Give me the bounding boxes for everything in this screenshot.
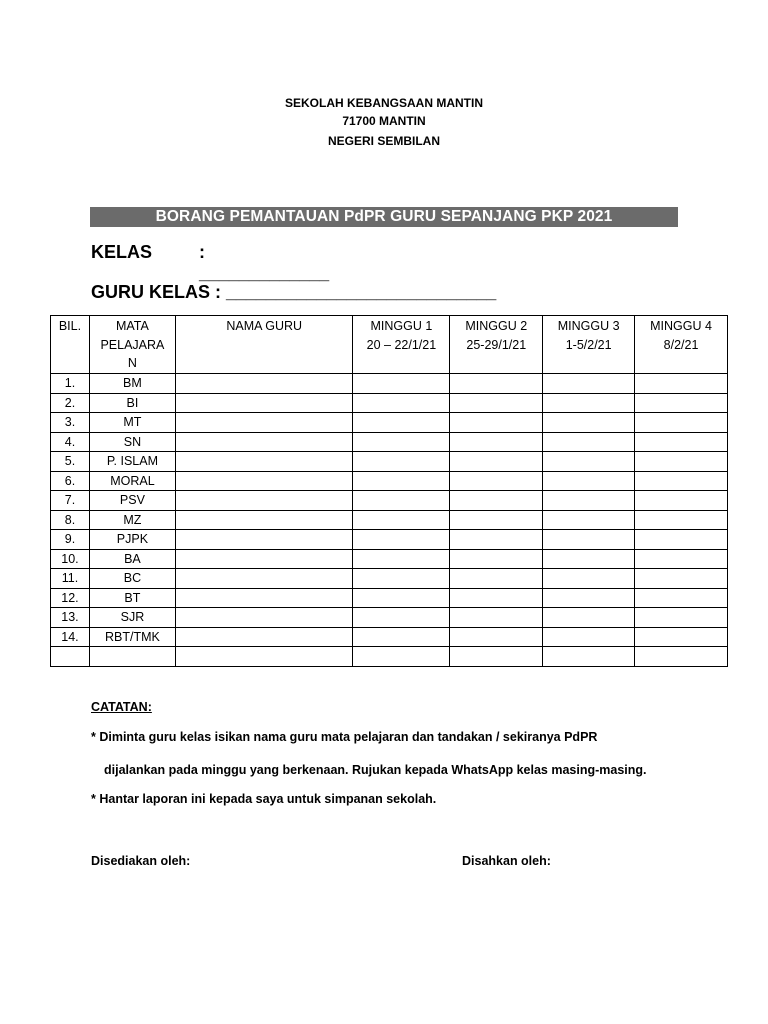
row-nama-guru-cell <box>175 491 353 511</box>
table-row <box>51 549 728 569</box>
row-bil: 5. <box>51 452 90 472</box>
row-bil: 12. <box>51 588 90 608</box>
row-subject: SJR <box>89 608 175 628</box>
row-nama-guru-cell <box>175 569 353 589</box>
row-minggu-1-cell <box>353 413 450 433</box>
row-minggu-4-cell <box>635 588 728 608</box>
row-minggu-3-cell <box>543 647 635 667</box>
table-row <box>51 588 728 608</box>
form-title-banner: BORANG PEMANTAUAN PdPR GURU SEPANJANG PKP 2021 <box>90 207 678 227</box>
row-subject: MT <box>89 413 175 433</box>
header-nama-guru <box>175 316 353 374</box>
header-minggu-3-label: MINGGU 3 <box>557 319 620 333</box>
row-nama-guru-cell <box>175 588 353 608</box>
row-minggu-2-cell <box>450 588 543 608</box>
kelas-blank: : _____________ <box>199 242 330 283</box>
header-minggu-1-dates: 20 – 22/1/21 <box>366 337 437 352</box>
school-state: NEGERI SEMBILAN <box>327 134 440 148</box>
row-subject: RBT/TMK <box>89 627 175 647</box>
row-subject: BT <box>89 588 175 608</box>
row-minggu-3-cell <box>543 413 635 433</box>
row-minggu-4-cell <box>635 452 728 472</box>
row-minggu-3-cell <box>543 471 635 491</box>
row-minggu-3-cell <box>543 432 635 452</box>
row-subject: BM <box>89 374 175 394</box>
row-minggu-1-cell <box>353 491 450 511</box>
row-bil: 1. <box>51 374 90 394</box>
row-minggu-3-cell <box>543 549 635 569</box>
row-minggu-4-cell <box>635 647 728 667</box>
school-postcode-city: 71700 MANTIN <box>342 114 426 128</box>
row-minggu-3-cell <box>543 608 635 628</box>
header-nama-guru-label: NAMA GURU <box>226 319 303 333</box>
row-bil: 10. <box>51 549 90 569</box>
row-subject: BI <box>89 393 175 413</box>
row-bil: 7. <box>51 491 90 511</box>
header-mata-pelajaran <box>89 316 175 374</box>
row-minggu-2-cell <box>450 569 543 589</box>
row-minggu-4-cell <box>635 374 728 394</box>
row-subject: MZ <box>89 510 175 530</box>
row-minggu-4-cell <box>635 530 728 550</box>
row-minggu-1-cell <box>353 608 450 628</box>
notes-line-1: * Diminta guru kelas isikan nama guru mata pelajaran dan tandakan / sekiranya PdPR <box>91 730 598 744</box>
row-bil: 4. <box>51 432 90 452</box>
row-subject: PSV <box>89 491 175 511</box>
kelas-field <box>91 242 330 283</box>
row-subject <box>89 647 175 667</box>
row-minggu-2-cell <box>450 549 543 569</box>
row-nama-guru-cell <box>175 530 353 550</box>
row-minggu-1-cell <box>353 510 450 530</box>
row-minggu-1-cell <box>353 588 450 608</box>
row-minggu-4-cell <box>635 608 728 628</box>
row-subject: P. ISLAM <box>89 452 175 472</box>
row-bil: 14. <box>51 627 90 647</box>
table-row <box>51 374 728 394</box>
table-row <box>51 569 728 589</box>
header-minggu-2-dates: 25-29/1/21 <box>466 337 527 352</box>
row-minggu-2-cell <box>450 608 543 628</box>
row-minggu-4-cell <box>635 413 728 433</box>
row-minggu-4-cell <box>635 393 728 413</box>
table-row <box>51 452 728 472</box>
row-minggu-1-cell <box>353 393 450 413</box>
row-nama-guru-cell <box>175 471 353 491</box>
row-bil: 13. <box>51 608 90 628</box>
row-minggu-3-cell <box>543 374 635 394</box>
row-minggu-4-cell <box>635 549 728 569</box>
table-row <box>51 530 728 550</box>
header-bil <box>51 316 90 374</box>
table-row <box>51 510 728 530</box>
notes-line-2: dijalankan pada minggu yang berkenaan. Rujukan kepada WhatsApp kelas masing-masing. <box>104 763 647 777</box>
row-minggu-2-cell <box>450 413 543 433</box>
row-minggu-3-cell <box>543 627 635 647</box>
header-minggu-4-label: MINGGU 4 <box>650 319 712 333</box>
row-minggu-2-cell <box>450 647 543 667</box>
row-minggu-2-cell <box>450 452 543 472</box>
row-minggu-1-cell <box>353 647 450 667</box>
row-subject: MORAL <box>89 471 175 491</box>
table-row <box>51 413 728 433</box>
row-subject: SN <box>89 432 175 452</box>
table-row <box>51 627 728 647</box>
row-minggu-1-cell <box>353 471 450 491</box>
row-minggu-4-cell <box>635 491 728 511</box>
row-minggu-3-cell <box>543 393 635 413</box>
row-subject: BA <box>89 549 175 569</box>
row-minggu-1-cell <box>353 549 450 569</box>
row-minggu-1-cell <box>353 530 450 550</box>
header-bil-label: BIL. <box>58 319 82 333</box>
row-nama-guru-cell <box>175 549 353 569</box>
row-minggu-2-cell <box>450 530 543 550</box>
header-mata-line1: MATA <box>115 319 149 333</box>
table-row <box>51 608 728 628</box>
row-minggu-3-cell <box>543 491 635 511</box>
row-bil: 9. <box>51 530 90 550</box>
row-bil: 11. <box>51 569 90 589</box>
kelas-label: KELAS <box>91 242 153 262</box>
row-minggu-4-cell <box>635 569 728 589</box>
row-minggu-4-cell <box>635 627 728 647</box>
table-row <box>51 491 728 511</box>
row-nama-guru-cell <box>175 452 353 472</box>
row-minggu-3-cell <box>543 588 635 608</box>
row-subject: PJPK <box>89 530 175 550</box>
row-minggu-2-cell <box>450 432 543 452</box>
row-minggu-3-cell <box>543 569 635 589</box>
guru-kelas-field: GURU KELAS : ___________________________ <box>91 282 497 302</box>
row-minggu-3-cell <box>543 510 635 530</box>
row-bil: 2. <box>51 393 90 413</box>
header-minggu-2 <box>450 316 543 374</box>
row-minggu-4-cell <box>635 471 728 491</box>
row-minggu-4-cell <box>635 510 728 530</box>
row-bil: 3. <box>51 413 90 433</box>
row-minggu-1-cell <box>353 374 450 394</box>
table-row <box>51 393 728 413</box>
header-minggu-3-dates: 1-5/2/21 <box>565 337 612 352</box>
row-minggu-1-cell <box>353 627 450 647</box>
row-minggu-2-cell <box>450 510 543 530</box>
notes-line-3: * Hantar laporan ini kepada saya untuk simpanan sekolah. <box>91 792 437 806</box>
row-minggu-2-cell <box>450 491 543 511</box>
row-nama-guru-cell <box>175 413 353 433</box>
notes-heading: CATATAN: <box>91 700 152 714</box>
row-nama-guru-cell <box>175 510 353 530</box>
row-nama-guru-cell <box>175 432 353 452</box>
header-mata-line2: PELAJARA <box>100 337 165 352</box>
row-nama-guru-cell <box>175 608 353 628</box>
row-nama-guru-cell <box>175 393 353 413</box>
row-minggu-1-cell <box>353 452 450 472</box>
approved-by-label: Disahkan oleh: <box>462 854 551 868</box>
table-row <box>51 647 728 667</box>
row-bil: 8. <box>51 510 90 530</box>
table-row <box>51 432 728 452</box>
row-minggu-3-cell <box>543 452 635 472</box>
row-nama-guru-cell <box>175 627 353 647</box>
row-bil: 6. <box>51 471 90 491</box>
header-minggu-1-label: MINGGU 1 <box>370 319 433 333</box>
school-name: SEKOLAH KEBANGSAAN MANTIN <box>285 96 483 110</box>
monitoring-table <box>50 315 728 667</box>
header-minggu-1 <box>353 316 450 374</box>
row-minggu-2-cell <box>450 627 543 647</box>
row-minggu-1-cell <box>353 432 450 452</box>
row-nama-guru-cell <box>175 374 353 394</box>
row-nama-guru-cell <box>175 647 353 667</box>
row-minggu-2-cell <box>450 471 543 491</box>
row-minggu-3-cell <box>543 530 635 550</box>
row-bil <box>51 647 90 667</box>
header-mata-line3: N <box>127 356 137 370</box>
row-subject: BC <box>89 569 175 589</box>
header-minggu-2-label: MINGGU 2 <box>465 319 528 333</box>
prepared-by-label: Disediakan oleh: <box>91 854 191 868</box>
row-minggu-2-cell <box>450 374 543 394</box>
table-header-row <box>51 316 728 374</box>
row-minggu-2-cell <box>450 393 543 413</box>
header-minggu-3 <box>543 316 635 374</box>
header-minggu-4-dates: 8/2/21 <box>663 337 699 352</box>
header-minggu-4 <box>635 316 728 374</box>
table-row <box>51 471 728 491</box>
row-minggu-4-cell <box>635 432 728 452</box>
row-minggu-1-cell <box>353 569 450 589</box>
